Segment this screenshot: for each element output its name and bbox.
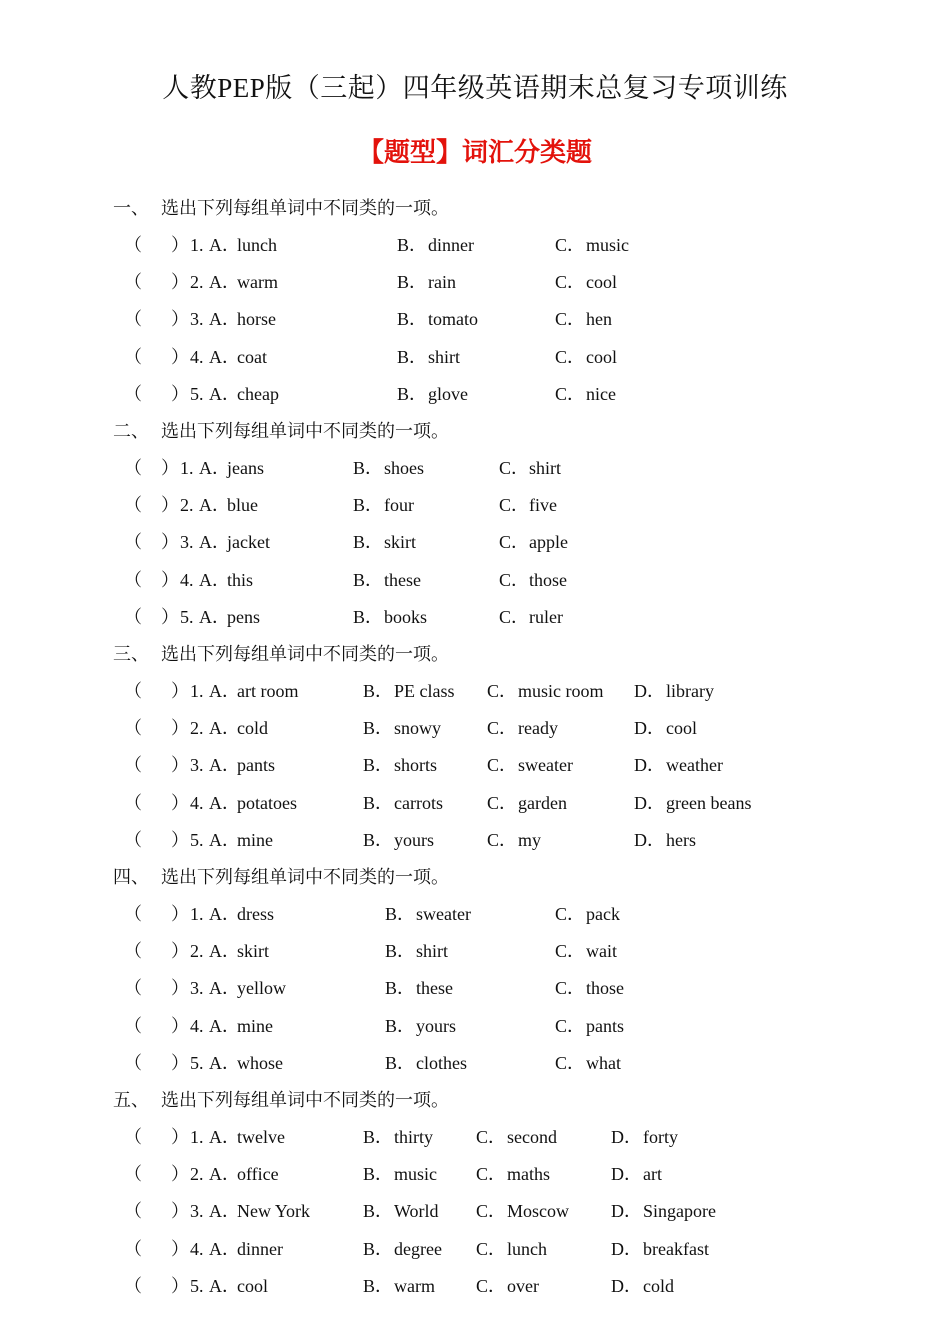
option-letter: D． [634, 755, 665, 776]
section-instruction: 选出下列每组单词中不同类的一项。 [161, 198, 449, 218]
option-letter: C． [555, 309, 586, 330]
option-letter: B． [363, 681, 394, 701]
option-letter: A． [209, 235, 240, 255]
option-letter: C． [476, 1201, 507, 1222]
option-word: pack [586, 904, 620, 924]
option-letter: A． [199, 569, 230, 590]
answer-paren-close: ） [161, 606, 179, 627]
question-number: 4. [190, 346, 204, 367]
answer-paren-close: ） [171, 346, 189, 367]
option-word: cool [586, 272, 617, 293]
option-word: ready [518, 718, 558, 739]
option-word: shirt [529, 458, 562, 478]
answer-paren-close: ） [161, 458, 179, 478]
answer-paren-open: （ [124, 1201, 142, 1222]
option-letter: D． [611, 1164, 642, 1185]
option-word: potatoes [237, 792, 297, 813]
option-word: snowy [394, 718, 442, 739]
option-word: dinner [237, 1238, 283, 1259]
option-word: dress [237, 904, 274, 924]
option-letter: B． [353, 495, 384, 516]
question-number: 4. [190, 1238, 204, 1259]
option-word: mine [237, 1015, 273, 1036]
question-number: 3. [190, 309, 204, 330]
option-letter: B． [353, 532, 384, 553]
option-letter: B． [385, 904, 416, 924]
section-heading [113, 1089, 449, 1111]
answer-paren-open: （ [124, 532, 142, 553]
answer-paren-open: （ [124, 1275, 142, 1296]
option-letter: A． [209, 309, 240, 330]
option-letter: B． [353, 458, 384, 478]
question-row [0, 494, 950, 518]
option-word: this [227, 569, 254, 590]
answer-paren-close: ） [171, 235, 189, 255]
question-number: 4. [190, 792, 204, 813]
option-word: these [416, 978, 453, 999]
question-row [0, 903, 950, 927]
option-word: forty [643, 1127, 678, 1147]
answer-paren-close: ） [171, 1164, 189, 1185]
option-word: warm [394, 1275, 435, 1296]
option-letter: C． [476, 1238, 507, 1259]
option-letter: B． [363, 792, 394, 813]
answer-paren-open: （ [124, 904, 142, 924]
answer-paren-open: （ [124, 606, 142, 627]
answer-paren-close: ） [171, 272, 189, 293]
option-word: horse [237, 309, 276, 330]
option-word: thirty [394, 1127, 433, 1147]
option-word: jeans [227, 458, 264, 478]
option-letter: C． [555, 235, 586, 255]
option-word: glove [428, 383, 468, 404]
option-letter: C． [487, 792, 518, 813]
option-word: mine [237, 829, 273, 850]
question-number: 2. [190, 1164, 204, 1185]
option-word: cold [237, 718, 268, 739]
question-row [0, 569, 950, 593]
question-number: 1. [180, 458, 194, 478]
answer-paren-open: （ [124, 1238, 142, 1259]
section-number: 四、 [113, 867, 149, 887]
question-number: 3. [190, 1201, 204, 1222]
option-letter: A． [199, 532, 230, 553]
option-letter: A． [209, 1164, 240, 1185]
option-word: books [384, 606, 428, 627]
option-letter: D． [634, 718, 665, 739]
answer-paren-close: ） [171, 829, 189, 850]
option-word: hers [666, 829, 696, 850]
option-letter: D． [634, 792, 665, 813]
section-instruction: 选出下列每组单词中不同类的一项。 [161, 1090, 449, 1110]
option-word: New York [237, 1201, 311, 1222]
option-letter: C． [487, 681, 518, 701]
answer-paren-close: ） [161, 532, 179, 553]
option-word: yours [416, 1015, 456, 1036]
section-heading [113, 197, 449, 219]
option-word: rain [428, 272, 456, 293]
option-letter: D． [611, 1275, 642, 1296]
option-letter: C． [499, 569, 530, 590]
option-letter: D． [611, 1127, 642, 1147]
option-letter: C． [487, 829, 518, 850]
option-letter: B． [363, 1127, 394, 1147]
option-letter: A． [209, 1275, 240, 1296]
answer-paren-close: ） [161, 569, 179, 590]
answer-paren-close: ） [171, 904, 189, 924]
option-word: art [643, 1164, 662, 1185]
question-row [0, 1238, 950, 1262]
option-word: cool [237, 1275, 268, 1296]
question-number: 2. [180, 495, 194, 516]
question-number: 5. [190, 1275, 204, 1296]
option-letter: C． [476, 1275, 507, 1296]
question-number: 5. [190, 829, 204, 850]
option-letter: A． [209, 755, 240, 776]
option-word: music [586, 235, 629, 255]
question-number: 2. [190, 272, 204, 293]
answer-paren-close: ） [171, 978, 189, 999]
section-instruction: 选出下列每组单词中不同类的一项。 [161, 644, 449, 664]
option-word: art room [237, 681, 299, 701]
answer-paren-open: （ [124, 235, 142, 255]
question-number: 4. [190, 1015, 204, 1036]
option-letter: B． [385, 1015, 416, 1036]
option-word: library [666, 681, 714, 701]
question-number: 1. [190, 681, 204, 701]
section-number: 三、 [113, 644, 149, 664]
question-row [0, 977, 950, 1001]
option-letter: D． [611, 1238, 642, 1259]
option-word: pants [586, 1015, 624, 1036]
answer-paren-close: ） [171, 718, 189, 739]
option-word: whose [237, 1052, 283, 1073]
option-letter: A． [209, 1127, 240, 1147]
option-letter: A． [199, 606, 230, 627]
question-row [0, 829, 950, 853]
option-word: Moscow [507, 1201, 569, 1222]
answer-paren-open: （ [124, 383, 142, 404]
option-word: wait [586, 941, 617, 962]
answer-paren-close: ） [171, 792, 189, 813]
option-letter: B． [397, 383, 428, 404]
option-letter: A． [209, 1238, 240, 1259]
option-word: what [586, 1052, 621, 1073]
question-number: 5. [190, 383, 204, 404]
option-word: carrots [394, 792, 443, 813]
option-word: apple [529, 532, 568, 553]
option-letter: C． [499, 532, 530, 553]
answer-paren-open: （ [124, 309, 142, 330]
option-word: shirt [428, 346, 461, 367]
answer-paren-close: ） [171, 1052, 189, 1073]
option-word: lunch [237, 235, 277, 255]
option-letter: C． [476, 1127, 507, 1147]
answer-paren-close: ） [171, 1015, 189, 1036]
answer-paren-open: （ [124, 792, 142, 813]
option-letter: B． [363, 755, 394, 776]
option-letter: C． [555, 383, 586, 404]
section-instruction: 选出下列每组单词中不同类的一项。 [161, 421, 449, 441]
answer-paren-open: （ [124, 1127, 142, 1147]
answer-paren-close: ） [171, 1238, 189, 1259]
answer-paren-open: （ [124, 569, 142, 590]
option-word: garden [518, 792, 567, 813]
option-word: skirt [384, 532, 417, 553]
section-number: 二、 [113, 421, 149, 441]
option-word: twelve [237, 1127, 285, 1147]
answer-paren-open: （ [124, 458, 142, 478]
question-row [0, 1052, 950, 1076]
question-row [0, 1275, 950, 1299]
answer-paren-close: ） [171, 681, 189, 701]
option-word: cold [643, 1275, 674, 1296]
option-letter: C． [555, 941, 586, 962]
option-letter: C． [555, 272, 586, 293]
option-letter: A． [209, 681, 240, 701]
option-word: shorts [394, 755, 438, 776]
option-letter: C． [487, 755, 518, 776]
option-word: maths [507, 1164, 550, 1185]
option-letter: A． [209, 941, 240, 962]
option-word: coat [237, 346, 267, 367]
option-letter: A． [209, 904, 240, 924]
option-word: weather [666, 755, 723, 776]
section-heading [113, 866, 449, 888]
question-row [0, 754, 950, 778]
question-number: 5. [180, 606, 194, 627]
option-word: cool [586, 346, 617, 367]
option-letter: B． [363, 1238, 394, 1259]
option-word: Singapore [643, 1201, 716, 1222]
option-word: green beans [666, 792, 752, 813]
option-letter: A． [209, 1201, 240, 1222]
question-number: 4. [180, 569, 194, 590]
option-letter: A． [199, 495, 230, 516]
option-letter: B． [363, 1164, 394, 1185]
option-word: sweater [518, 755, 573, 776]
option-word: tomato [428, 309, 478, 330]
question-number: 5. [190, 1052, 204, 1073]
answer-paren-close: ） [171, 755, 189, 776]
section-heading [113, 420, 449, 442]
option-word: cheap [237, 383, 279, 404]
option-word: sweater [416, 904, 471, 924]
option-word: second [507, 1127, 557, 1147]
answer-paren-open: （ [124, 272, 142, 293]
option-word: pants [237, 755, 275, 776]
answer-paren-close: ） [161, 495, 179, 516]
option-letter: C． [499, 458, 530, 478]
option-letter: B． [363, 1275, 394, 1296]
option-letter: A． [209, 272, 240, 293]
option-letter: C． [555, 346, 586, 367]
question-number: 1. [190, 235, 204, 255]
option-letter: C． [555, 1015, 586, 1036]
option-letter: C． [555, 904, 586, 924]
option-letter: B． [363, 1201, 394, 1222]
option-word: warm [237, 272, 278, 293]
question-number: 2. [190, 941, 204, 962]
question-row [0, 1200, 950, 1224]
question-number: 2. [190, 718, 204, 739]
option-letter: B． [397, 346, 428, 367]
option-letter: B． [385, 1052, 416, 1073]
option-word: those [529, 569, 567, 590]
question-number: 1. [190, 1127, 204, 1147]
option-word: pens [227, 606, 260, 627]
option-letter: A． [209, 1052, 240, 1073]
option-word: shoes [384, 458, 424, 478]
question-row [0, 680, 950, 704]
question-row [0, 1163, 950, 1187]
option-word: blue [227, 495, 258, 516]
option-letter: C． [555, 978, 586, 999]
option-word: these [384, 569, 421, 590]
answer-paren-open: （ [124, 495, 142, 516]
option-word: those [586, 978, 624, 999]
question-row [0, 383, 950, 407]
question-row [0, 457, 950, 481]
option-word: jacket [227, 532, 270, 553]
option-word: office [237, 1164, 279, 1185]
option-letter: B． [397, 272, 428, 293]
question-row [0, 606, 950, 630]
option-word: degree [394, 1238, 442, 1259]
option-word: nice [586, 383, 616, 404]
option-letter: A． [209, 829, 240, 850]
option-letter: B． [363, 829, 394, 850]
option-word: ruler [529, 606, 563, 627]
answer-paren-close: ） [171, 1201, 189, 1222]
option-word: World [394, 1201, 439, 1222]
option-word: over [507, 1275, 539, 1296]
option-word: hen [586, 309, 612, 330]
answer-paren-open: （ [124, 346, 142, 367]
question-row [0, 308, 950, 332]
question-type-subtitle: 【题型】词汇分类题 [357, 138, 592, 168]
option-letter: B． [397, 235, 428, 255]
option-letter: C． [476, 1164, 507, 1185]
option-letter: B． [385, 941, 416, 962]
option-letter: B． [353, 569, 384, 590]
option-letter: D． [634, 829, 665, 850]
answer-paren-open: （ [124, 1164, 142, 1185]
question-number: 3. [180, 532, 194, 553]
question-row [0, 531, 950, 555]
option-letter: C． [499, 606, 530, 627]
option-letter: A． [209, 792, 240, 813]
option-letter: A． [199, 458, 230, 478]
option-word: skirt [237, 941, 270, 962]
option-letter: A． [209, 718, 240, 739]
answer-paren-open: （ [124, 718, 142, 739]
option-word: breakfast [643, 1238, 709, 1259]
option-word: clothes [416, 1052, 467, 1073]
answer-paren-close: ） [171, 1275, 189, 1296]
option-word: music [394, 1164, 437, 1185]
question-row [0, 1126, 950, 1150]
option-letter: D． [611, 1201, 642, 1222]
option-letter: C． [487, 718, 518, 739]
option-word: PE class [394, 681, 455, 701]
option-letter: A． [209, 1015, 240, 1036]
section-instruction: 选出下列每组单词中不同类的一项。 [161, 867, 449, 887]
option-letter: A． [209, 978, 240, 999]
question-row [0, 1015, 950, 1039]
option-word: four [384, 495, 414, 516]
option-word: yellow [237, 978, 286, 999]
option-letter: D． [634, 681, 665, 701]
question-number: 3. [190, 755, 204, 776]
option-word: my [518, 829, 542, 850]
option-letter: A． [209, 346, 240, 367]
section-number: 五、 [113, 1090, 149, 1110]
option-letter: B． [363, 718, 394, 739]
answer-paren-close: ） [171, 941, 189, 962]
question-number: 1. [190, 904, 204, 924]
option-letter: C． [499, 495, 530, 516]
answer-paren-close: ） [171, 1127, 189, 1147]
option-letter: B． [385, 978, 416, 999]
option-word: lunch [507, 1238, 547, 1259]
question-row [0, 717, 950, 741]
option-word: music room [518, 681, 604, 701]
answer-paren-open: （ [124, 681, 142, 701]
option-word: dinner [428, 235, 474, 255]
option-word: five [529, 495, 557, 516]
answer-paren-open: （ [124, 1052, 142, 1073]
option-letter: A． [209, 383, 240, 404]
section-number: 一、 [113, 198, 149, 218]
question-number: 3. [190, 978, 204, 999]
answer-paren-open: （ [124, 941, 142, 962]
option-word: yours [394, 829, 434, 850]
answer-paren-close: ） [171, 309, 189, 330]
answer-paren-close: ） [171, 383, 189, 404]
option-letter: B． [397, 309, 428, 330]
option-letter: B． [353, 606, 384, 627]
answer-paren-open: （ [124, 1015, 142, 1036]
question-row [0, 234, 950, 258]
answer-paren-open: （ [124, 978, 142, 999]
question-row [0, 346, 950, 370]
question-row [0, 792, 950, 816]
answer-paren-open: （ [124, 755, 142, 776]
answer-paren-open: （ [124, 829, 142, 850]
question-row [0, 940, 950, 964]
section-heading [113, 643, 449, 665]
option-letter: C． [555, 1052, 586, 1073]
page-title: 人教PEP版（三起）四年级英语期末总复习专项训练 [162, 73, 788, 103]
question-row [0, 271, 950, 295]
option-word: shirt [416, 941, 449, 962]
option-word: cool [666, 718, 697, 739]
